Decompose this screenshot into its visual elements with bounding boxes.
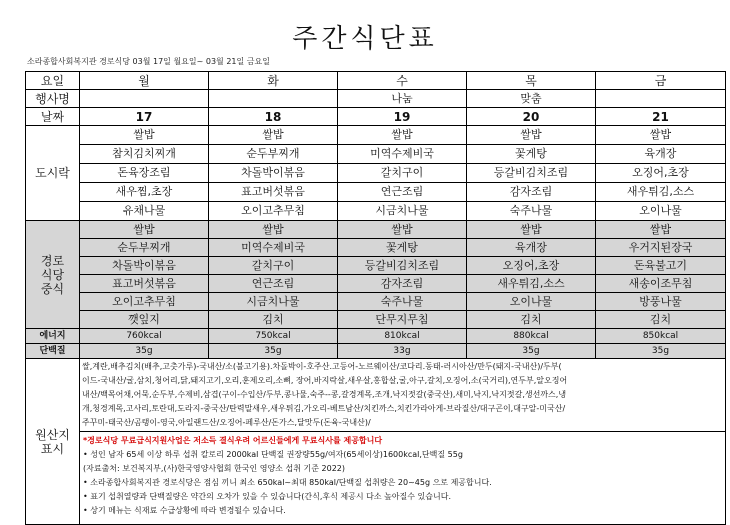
center-lunch-menu-item: 김치 (209, 311, 338, 329)
center-lunch-menu-item: 김치 (467, 311, 596, 329)
lunchbox-menu-item: 감자조림 (467, 183, 596, 202)
center-lunch-menu-item: 등갈비김치조림 (338, 257, 467, 275)
center-lunch-menu-item: 미역수제비국 (209, 239, 338, 257)
center-lunch-menu-item: 김치 (596, 311, 726, 329)
event-cell (596, 90, 726, 108)
day-header: 목 (467, 72, 596, 90)
lunchbox-menu-item: 돈육장조림 (80, 164, 209, 183)
lunchbox-menu-item: 등갈비김치조림 (467, 164, 596, 183)
notice-headline: *경로식당 무료급식지원사업은 저소득 결식우려 어르신들에게 무료식사를 제공합니다 (83, 436, 383, 445)
origin-line: 주꾸미-태국산/곰탱이-영국,아일랜드산/오징어-페루산/돈가스,달맛두(돈육-국내산)/ (82, 418, 371, 427)
page-title: 주간식단표 (292, 24, 438, 54)
date-cell: 18 (209, 108, 338, 126)
notice-line: • 소라종합사회복지관 경로식당은 점심 끼니 최소 650kal~최대 850kal/단백질 섭취량은 20~45g 으로 제공합니다. (83, 478, 492, 487)
energy-cell: 810kcal (338, 329, 467, 344)
center-lunch-menu-item: 시금치나물 (209, 293, 338, 311)
center-lunch-menu-item: 갈치구이 (209, 257, 338, 275)
day-header: 금 (596, 72, 726, 90)
protein-cell: 35g (80, 344, 209, 359)
row-label-date: 날짜 (26, 108, 80, 126)
notice-line: • 성인 남자 65세 이상 하루 섭취 칼로리 2000kal 단백질 권장량55g/여자(65세이상)1600kcal,단백질 55g (83, 450, 463, 459)
lunchbox-menu-item: 오이나물 (596, 202, 726, 221)
center-lunch-menu-item: 쌀밥 (596, 221, 726, 239)
center-lunch-menu-item: 감자조림 (338, 275, 467, 293)
lunchbox-menu-item: 쌀밥 (209, 126, 338, 145)
center-lunch-menu-item: 쌀밥 (338, 221, 467, 239)
lunchbox-menu-item: 새우튀김,소스 (596, 183, 726, 202)
event-cell: 나눔 (338, 90, 467, 108)
energy-cell: 880kcal (467, 329, 596, 344)
day-header: 화 (209, 72, 338, 90)
lunchbox-menu-item: 쌀밥 (467, 126, 596, 145)
notice-line: • 상기 메뉴는 식재료 수급상황에 따라 변경될수 있습니다. (83, 506, 286, 515)
center-lunch-menu-item: 꽃게탕 (338, 239, 467, 257)
center-lunch-menu-item: 오징어,초장 (467, 257, 596, 275)
weekly-menu-table (25, 71, 726, 525)
protein-cell: 33g (338, 344, 467, 359)
event-cell: 맞춤 (467, 90, 596, 108)
event-cell (209, 90, 338, 108)
event-cell (80, 90, 209, 108)
center-lunch-menu-item: 돈육불고기 (596, 257, 726, 275)
lunchbox-menu-item: 새우찜,초장 (80, 183, 209, 202)
date-cell: 20 (467, 108, 596, 126)
energy-cell: 850kcal (596, 329, 726, 344)
lunchbox-menu-item: 쌀밥 (80, 126, 209, 145)
lunchbox-menu-item: 차돌박이볶음 (209, 164, 338, 183)
lunchbox-menu-item: 오징어,초장 (596, 164, 726, 183)
origin-line: 내산/백목어채,어묵,순두부,수제비,삼겹(구이-수입산/두부,콩나물,숙주--콩,갈경계목,조개,낙지젓갈(중국산),새미,낙지,낙지젓갈,생선까스,냉 (82, 390, 567, 399)
protein-cell: 35g (596, 344, 726, 359)
day-header: 월 (80, 72, 209, 90)
center-lunch-menu-item: 새우튀김,소스 (467, 275, 596, 293)
notice-box (80, 432, 726, 525)
center-lunch-menu-item: 새송이조무침 (596, 275, 726, 293)
center-lunch-menu-item: 방풍나물 (596, 293, 726, 311)
center-lunch-menu-item: 숙주나물 (338, 293, 467, 311)
date-cell: 17 (80, 108, 209, 126)
center-lunch-menu-item: 단무지무침 (338, 311, 467, 329)
lunchbox-menu-item: 쌀밥 (338, 126, 467, 145)
center-lunch-menu-item: 오이나물 (467, 293, 596, 311)
lunchbox-menu-item: 참치김치찌개 (80, 145, 209, 164)
center-lunch-menu-item: 순두부찌개 (80, 239, 209, 257)
row-label-lunchbox: 도시락 (26, 126, 80, 221)
lunchbox-menu-item: 육개장 (596, 145, 726, 164)
row-label-energy: 에너지 (26, 329, 80, 344)
energy-cell: 750kcal (209, 329, 338, 344)
row-label-day: 요일 (26, 72, 80, 90)
row-label-protein: 단백질 (26, 344, 80, 359)
center-lunch-menu-item: 연근조림 (209, 275, 338, 293)
lunchbox-menu-item: 표고버섯볶음 (209, 183, 338, 202)
notice-line: (자료출처: 보건복지부,(사)한국영양사협회 한국인 영양소 섭취 기준 2022) (83, 464, 345, 473)
lunchbox-menu-item: 꽃게탕 (467, 145, 596, 164)
protein-cell: 35g (209, 344, 338, 359)
day-header: 수 (338, 72, 467, 90)
lunchbox-menu-item: 연근조림 (338, 183, 467, 202)
center-lunch-menu-item: 육개장 (467, 239, 596, 257)
center-lunch-menu-item: 오이고추무침 (80, 293, 209, 311)
row-label-origin: 원산지 표시 (26, 359, 80, 525)
center-lunch-menu-item: 차돌박이볶음 (80, 257, 209, 275)
period-subheader: 소라종합사회복지관 경로식당 03월 17일 월요일~ 03월 21일 금요일 (27, 57, 270, 66)
center-lunch-menu-item: 표고버섯볶음 (80, 275, 209, 293)
row-label-event: 행사명 (26, 90, 80, 108)
row-label-center-lunch: 경로 식당 중식 (26, 221, 80, 329)
center-lunch-menu-item: 쌀밥 (209, 221, 338, 239)
notice-line: • 표기 섭취열량과 단백질량은 약간의 오차가 있을 수 있습니다(간식,후식 제공시 다소 높아질수 있습니다. (83, 492, 452, 501)
protein-cell: 35g (467, 344, 596, 359)
lunchbox-menu-item: 미역수제비국 (338, 145, 467, 164)
center-lunch-menu-item: 우거지된장국 (596, 239, 726, 257)
center-lunch-menu-item: 깻잎지 (80, 311, 209, 329)
origin-text (80, 359, 726, 432)
lunchbox-menu-item: 쌀밥 (596, 126, 726, 145)
origin-line: 개,청경계목,고사리,토란대,도라지-중국산/탄력말새우,새우튀김,가오리-베트남산/치킨까스,치킨가라아게-브라질산/대구곤이,대구알-미국산/ (82, 404, 566, 413)
origin-line: 이드-국내산/굴,삼치,청어리,닭,돼지고기,오리,훈제오리,소뼈, 장어,바지락살,새우살,홍합살,굴,아구,갈치,오징어,소(국거리),연두부,알오징어 (82, 376, 568, 385)
center-lunch-menu-item: 쌀밥 (467, 221, 596, 239)
lunchbox-menu-item: 오이고추무침 (209, 202, 338, 221)
lunchbox-menu-item: 시금치나물 (338, 202, 467, 221)
center-lunch-menu-item: 쌀밥 (80, 221, 209, 239)
lunchbox-menu-item: 유채나물 (80, 202, 209, 221)
lunchbox-menu-item: 순두부찌개 (209, 145, 338, 164)
origin-line: 쌀,계란,배추김치(배추,고춧가루)-국내산/소(불고기용).차돌박이-호주산.고등어-노르웨이산/코다리.동태-러시아산/만두(돼지-국내산)/두부( (82, 362, 562, 371)
date-cell: 21 (596, 108, 726, 126)
energy-cell: 760kcal (80, 329, 209, 344)
date-cell: 19 (338, 108, 467, 126)
lunchbox-menu-item: 숙주나물 (467, 202, 596, 221)
lunchbox-menu-item: 갈치구이 (338, 164, 467, 183)
